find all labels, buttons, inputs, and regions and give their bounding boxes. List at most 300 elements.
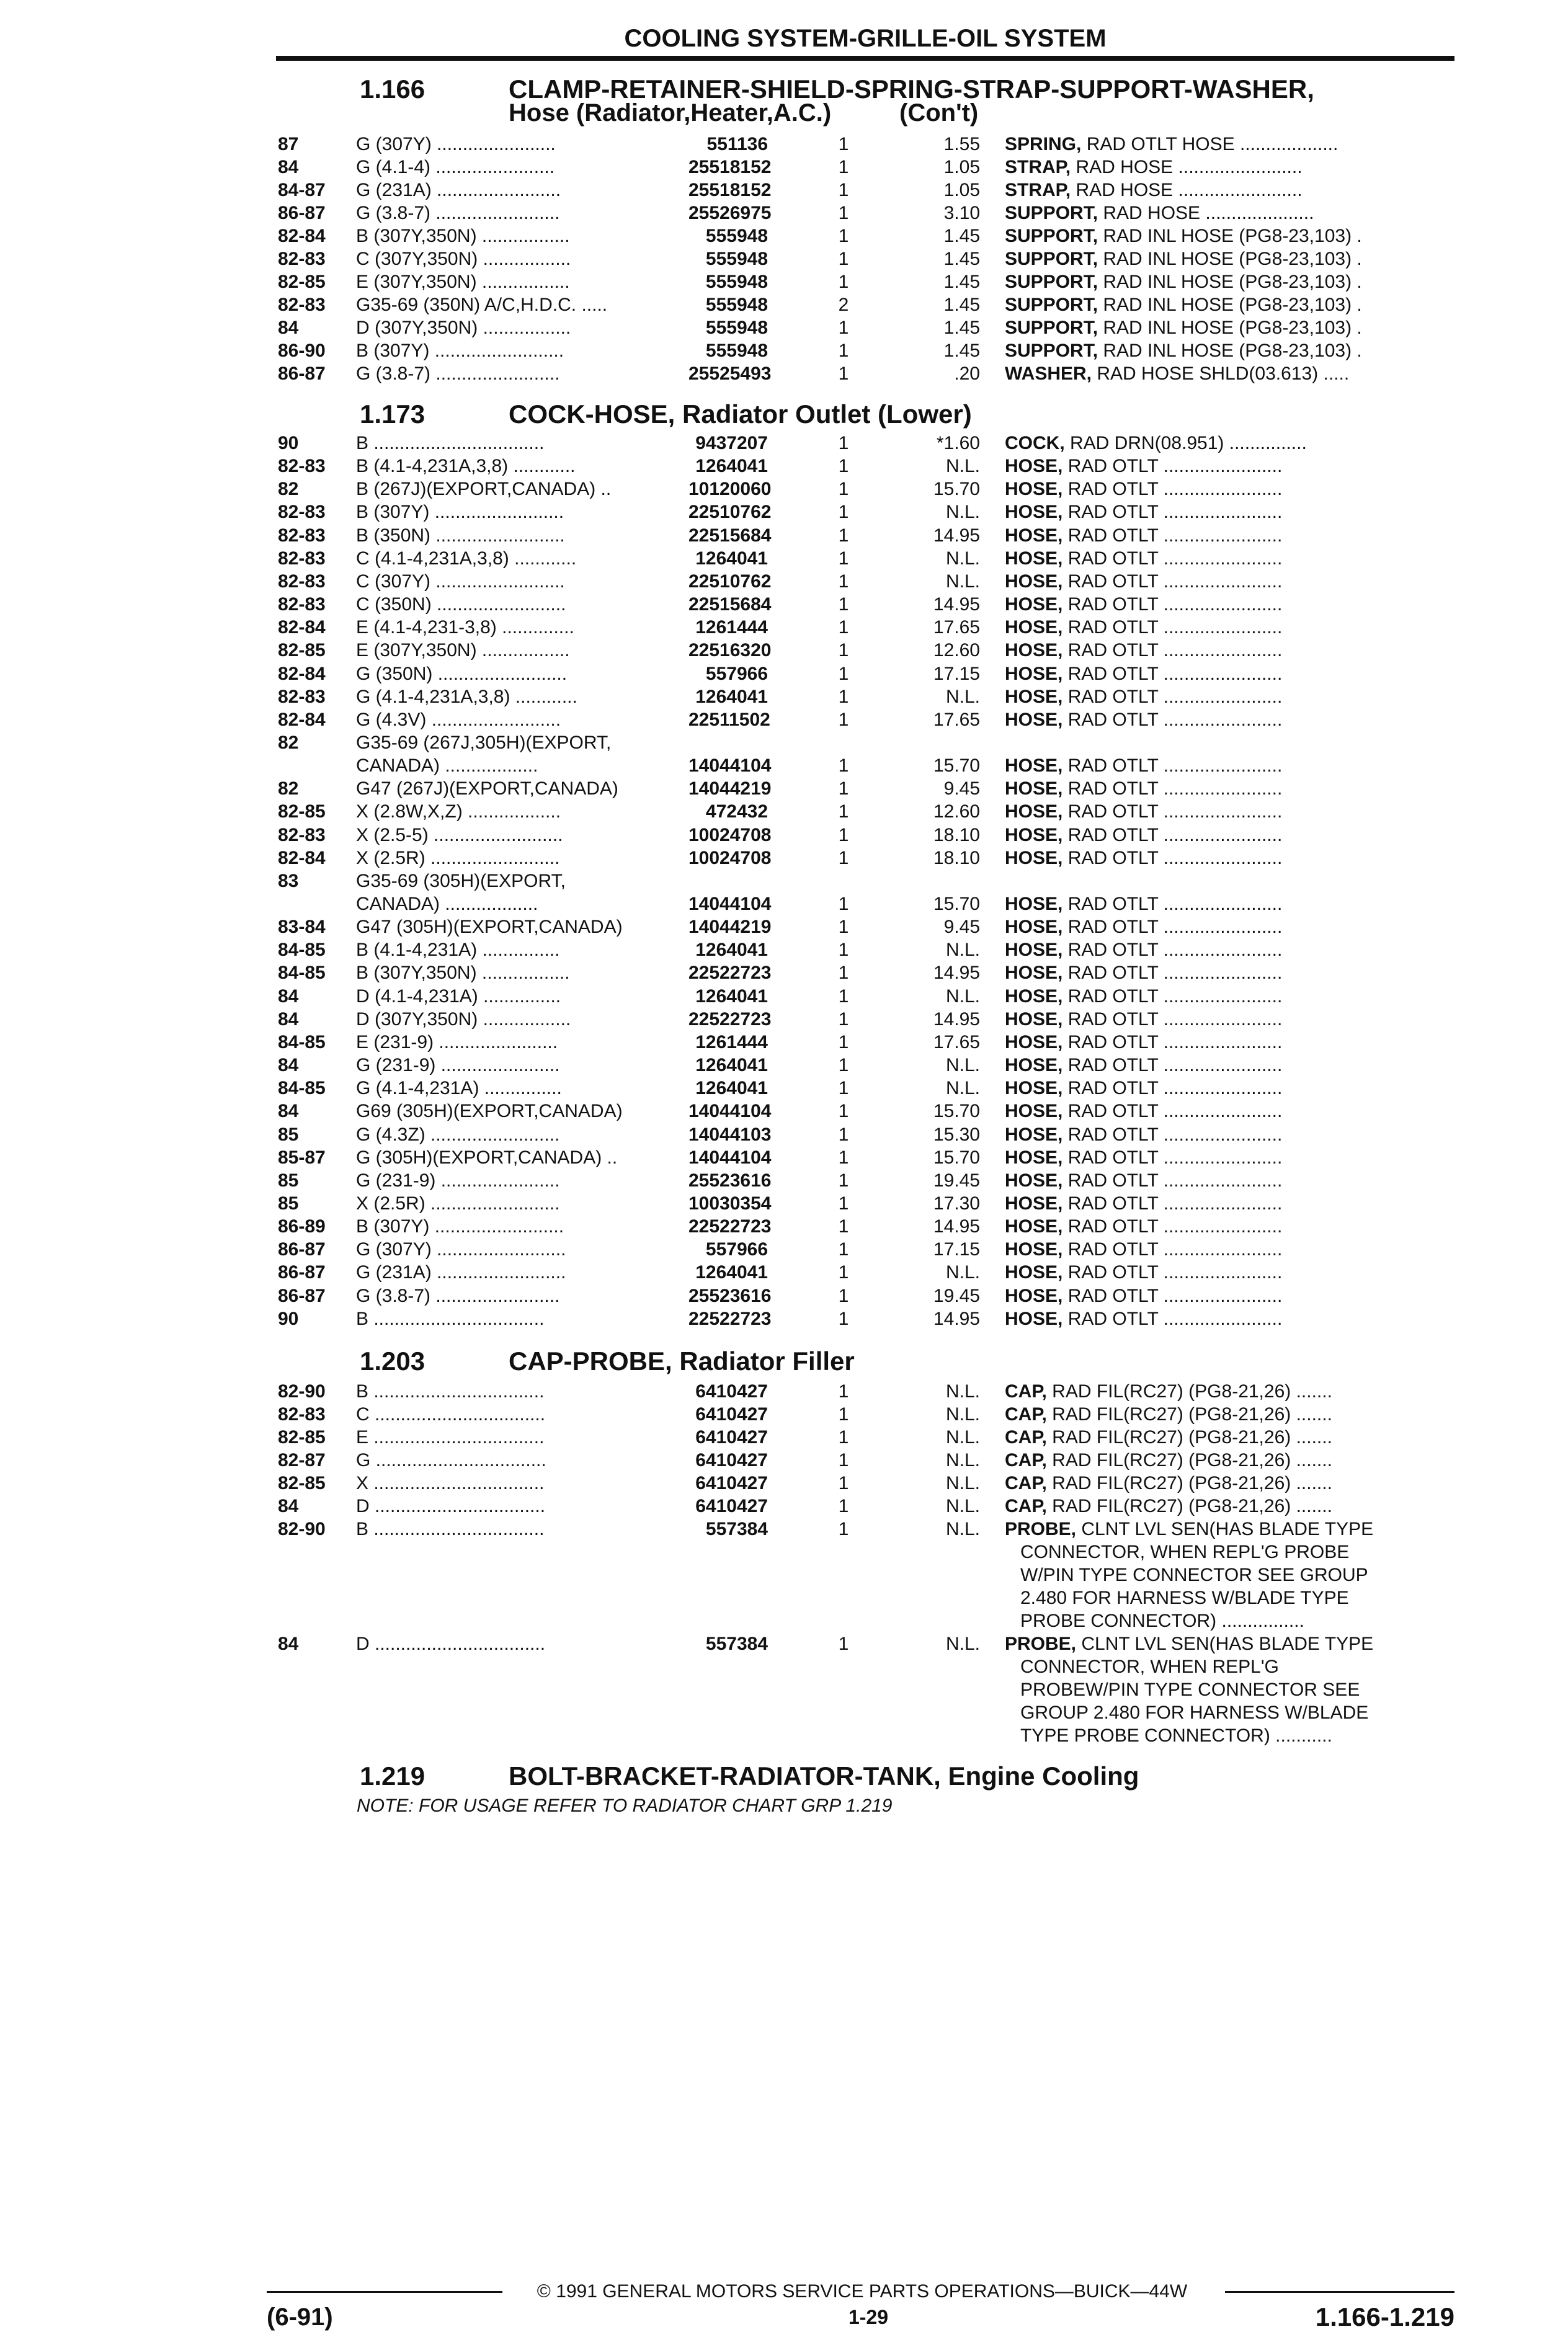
part-row — [0, 915, 1568, 938]
part-row — [0, 247, 1568, 270]
description — [1005, 708, 1451, 731]
application: B (307Y) ......................... — [356, 502, 564, 523]
price: 1.45 — [943, 340, 980, 361]
description — [1005, 1008, 1451, 1031]
description-text: RAD INL HOSE (PG8-23,103) . — [1098, 295, 1362, 315]
model-years: 82-83 — [278, 525, 326, 546]
description-text: RAD FIL(RC27) (PG8-21,26) ....... — [1046, 1404, 1332, 1425]
model-years: 82-83 — [278, 824, 326, 845]
section-title: BOLT-BRACKET-RADIATOR-TANK, Engine Cooling — [509, 1761, 1139, 1791]
price: 19.45 — [933, 1285, 980, 1306]
description — [1005, 547, 1451, 570]
probe-desc-cont: CONNECTOR, WHEN REPL'G PROBE — [1020, 1542, 1350, 1562]
quantity: 1 — [838, 1427, 849, 1448]
part-number: 6410427 — [695, 1427, 768, 1448]
quantity: 1 — [838, 1285, 849, 1306]
part-row — [0, 1031, 1568, 1054]
part-number: 6410427 — [695, 1450, 768, 1471]
application: G (3.8-7) ........................ — [356, 203, 560, 223]
application: G47 (267J)(EXPORT,CANADA) — [356, 778, 618, 799]
application: D (307Y,350N) ................. — [356, 318, 571, 338]
probe-desc-cont: CONNECTOR, WHEN REPL'G — [1020, 1657, 1279, 1677]
description-keyword: CAP, — [1005, 1450, 1047, 1471]
description-text: RAD OTLT ....................... — [1062, 617, 1283, 638]
description-keyword: HOSE, — [1005, 617, 1063, 638]
part-number: 22522723 — [688, 1216, 772, 1237]
price: N.L. — [945, 1519, 980, 1539]
description-keyword: HOSE, — [1005, 1147, 1063, 1168]
description — [1005, 1380, 1451, 1403]
description-keyword: STRAP, — [1005, 157, 1071, 177]
part-row — [0, 270, 1568, 293]
part-row — [0, 847, 1568, 870]
description-text: RAD OTLT ....................... — [1062, 663, 1283, 684]
price: .20 — [954, 363, 980, 384]
part-number: 22522723 — [688, 963, 772, 984]
description-text: RAD OTLT ....................... — [1062, 1285, 1283, 1306]
application: B (267J)(EXPORT,CANADA) .. — [356, 479, 612, 500]
quantity: 1 — [838, 1496, 849, 1516]
part-number: 22515684 — [688, 594, 772, 615]
quantity: 1 — [838, 203, 849, 223]
description-text: RAD OTLT ....................... — [1062, 755, 1283, 777]
part-row — [0, 754, 1568, 777]
description — [1005, 316, 1451, 339]
quantity: 1 — [838, 180, 849, 200]
part-number: 22511502 — [688, 709, 770, 730]
quantity: 1 — [838, 226, 849, 246]
description-keyword: HOSE, — [1005, 1031, 1063, 1053]
description — [1005, 847, 1451, 870]
part-row — [0, 225, 1568, 247]
quantity: 1 — [838, 801, 849, 822]
price: 14.95 — [933, 525, 980, 546]
model-years: 82-83 — [278, 686, 326, 707]
price: *1.60 — [936, 433, 980, 453]
model-years: 82-90 — [278, 1381, 326, 1402]
description — [1005, 1449, 1451, 1472]
description — [1005, 777, 1451, 800]
application: G (307Y) ......................... — [356, 1239, 566, 1260]
description-keyword: HOSE, — [1005, 594, 1063, 615]
part-number: 1264041 — [695, 1055, 768, 1076]
description — [1005, 1261, 1451, 1284]
price: 9.45 — [943, 917, 980, 938]
quantity: 1 — [838, 1404, 849, 1425]
price: 1.45 — [943, 272, 980, 292]
description-text: RAD OTLT ....................... — [1062, 940, 1283, 961]
price: N.L. — [945, 1427, 980, 1448]
description-keyword: HOSE, — [1005, 847, 1063, 868]
description — [1005, 1495, 1451, 1518]
description-keyword: HOSE, — [1005, 640, 1063, 661]
model-years: 82-85 — [278, 1473, 326, 1493]
quantity: 2 — [838, 295, 849, 315]
part-row — [0, 133, 1568, 156]
model-years: 82 — [278, 778, 299, 799]
price: 15.70 — [933, 1147, 980, 1168]
model-years: 82-83 — [278, 571, 326, 592]
part-row — [0, 1284, 1568, 1307]
description-text: RAD OTLT ....................... — [1062, 502, 1283, 523]
part-row — [0, 1403, 1568, 1426]
part-number: 555948 — [705, 226, 768, 246]
description-keyword: HOSE, — [1005, 1078, 1063, 1099]
model-years: 85 — [278, 1124, 299, 1145]
description — [1005, 662, 1451, 685]
description-text: RAD INL HOSE (PG8-23,103) . — [1098, 226, 1362, 246]
part-number: 1264041 — [695, 1262, 768, 1283]
part-row — [0, 179, 1568, 202]
description-text: RAD INL HOSE (PG8-23,103) . — [1098, 272, 1362, 292]
quantity: 1 — [838, 1262, 849, 1283]
description-keyword: SUPPORT, — [1005, 203, 1098, 223]
header-rule — [276, 56, 1454, 61]
price: N.L. — [945, 986, 980, 1007]
part-number: 10024708 — [688, 824, 772, 845]
description-text: RAD OTLT ....................... — [1062, 1055, 1283, 1076]
quantity: 1 — [838, 1381, 849, 1402]
application: G ................................. — [356, 1450, 546, 1471]
price: 17.65 — [933, 1031, 980, 1053]
price: 1.45 — [943, 249, 980, 269]
quantity: 1 — [838, 272, 849, 292]
model-years: 82-83 — [278, 548, 326, 569]
description-keyword: CAP, — [1005, 1473, 1047, 1493]
description — [1005, 1169, 1451, 1192]
part-number: 6410427 — [695, 1381, 768, 1402]
part-number: 555948 — [705, 318, 768, 338]
application: C (307Y,350N) ................. — [356, 249, 571, 269]
description-text: RAD OTLT ....................... — [1062, 986, 1283, 1007]
description-text: RAD OTLT ....................... — [1062, 1308, 1283, 1329]
quantity: 1 — [838, 1216, 849, 1237]
part-row — [0, 293, 1568, 316]
quantity: 1 — [838, 1055, 849, 1076]
model-years: 84-87 — [278, 180, 326, 200]
model-years: 84-85 — [278, 940, 326, 961]
model-years: 90 — [278, 1308, 299, 1329]
price: 17.15 — [933, 663, 980, 684]
probe-desc-cont: PROBE CONNECTOR) ................ — [1020, 1611, 1304, 1631]
description-keyword: SUPPORT, — [1005, 295, 1098, 315]
quantity: 1 — [838, 663, 849, 684]
part-number: 6410427 — [695, 1496, 768, 1516]
part-number: 25518152 — [688, 180, 772, 200]
application: B (4.1-4,231A,3,8) ............ — [356, 456, 576, 477]
description-keyword: HOSE, — [1005, 1285, 1063, 1306]
description — [1005, 478, 1451, 501]
part-row — [0, 1077, 1568, 1100]
description — [1005, 1077, 1451, 1100]
application: G35-69 (305H)(EXPORT, — [356, 870, 566, 891]
application: G (4.1-4,231A) ............... — [356, 1078, 562, 1099]
section-number: 1.219 — [360, 1761, 425, 1791]
description-keyword: CAP, — [1005, 1427, 1047, 1448]
probe-desc-cont: 2.480 FOR HARNESS W/BLADE TYPE — [1020, 1588, 1349, 1608]
description-keyword: HOSE, — [1005, 986, 1063, 1007]
description — [1005, 1031, 1451, 1054]
application: E (307Y,350N) ................. — [356, 640, 570, 661]
price: N.L. — [945, 456, 980, 477]
model-years: 82-84 — [278, 663, 326, 684]
description-text: RAD OTLT ....................... — [1062, 1031, 1283, 1053]
part-number: 10030354 — [688, 1193, 772, 1214]
quantity: 1 — [838, 986, 849, 1007]
footer-date-code: (6-91) — [267, 2303, 333, 2331]
application: B (350N) ......................... — [356, 525, 565, 546]
description — [1005, 247, 1451, 270]
description — [1005, 639, 1451, 662]
quantity: 1 — [838, 1170, 849, 1191]
price: 17.65 — [933, 617, 980, 638]
description — [1005, 133, 1451, 156]
model-years: 84 — [278, 157, 299, 177]
application: B (307Y,350N) ................. — [356, 963, 570, 984]
description — [1005, 179, 1451, 202]
part-row — [0, 1380, 1568, 1403]
price: 14.95 — [933, 1008, 980, 1030]
part-row — [0, 1518, 1568, 1541]
part-row — [0, 547, 1568, 570]
quantity: 1 — [838, 1101, 849, 1122]
quantity: 1 — [838, 1147, 849, 1168]
price: N.L. — [945, 1450, 980, 1471]
usage-note: NOTE: FOR USAGE REFER TO RADIATOR CHART GRP 1.219 — [357, 1796, 893, 1816]
description-text: RAD HOSE ..................... — [1098, 203, 1314, 223]
description — [1005, 616, 1451, 639]
model-years: 85-87 — [278, 1147, 326, 1168]
part-row — [0, 892, 1568, 915]
model-years: 84 — [278, 1101, 299, 1122]
quantity: 1 — [838, 1008, 849, 1030]
part-row — [0, 570, 1568, 593]
description-text: RAD OTLT ....................... — [1062, 1078, 1283, 1099]
application: D (4.1-4,231A) ............... — [356, 986, 561, 1007]
application: G69 (305H)(EXPORT,CANADA) — [356, 1101, 623, 1122]
description-text: RAD OTLT ....................... — [1062, 456, 1283, 477]
quantity: 1 — [838, 525, 849, 546]
application: B ................................. — [356, 1381, 545, 1402]
part-number: 25526975 — [688, 203, 772, 223]
description — [1005, 1192, 1451, 1215]
description-keyword: HOSE, — [1005, 1239, 1063, 1260]
price: N.L. — [945, 1262, 980, 1283]
description-text: RAD OTLT ....................... — [1062, 640, 1283, 661]
application: G (231A) ......................... — [356, 1262, 566, 1283]
part-row — [0, 339, 1568, 362]
price: N.L. — [945, 1496, 980, 1516]
quantity: 1 — [838, 1519, 849, 1539]
description-text: RAD OTLT ....................... — [1062, 1008, 1283, 1030]
quantity: 1 — [838, 571, 849, 592]
description-text: RAD OTLT ....................... — [1062, 1124, 1283, 1145]
description — [1005, 362, 1451, 385]
model-years: 86-87 — [278, 1239, 326, 1260]
description-keyword: HOSE, — [1005, 1193, 1063, 1214]
model-years: 84-85 — [278, 1078, 326, 1099]
description-text: RAD OTLT ....................... — [1062, 686, 1283, 707]
section-number: 1.203 — [360, 1346, 425, 1376]
price: N.L. — [945, 1055, 980, 1076]
part-number: 555948 — [705, 295, 768, 315]
footer-rule-left — [267, 2291, 502, 2293]
application: G35-69 (350N) A/C,H.D.C. ..... — [356, 295, 608, 315]
part-number: 22515684 — [688, 525, 772, 546]
application: G (350N) ......................... — [356, 663, 568, 684]
application: C (307Y) ......................... — [356, 571, 565, 592]
part-row — [0, 639, 1568, 662]
model-years: 82-83 — [278, 249, 326, 269]
application: G (4.1-4) ....................... — [356, 157, 555, 177]
quantity: 1 — [838, 1308, 849, 1329]
description — [1005, 800, 1451, 823]
model-years: 86-87 — [278, 363, 326, 384]
price: N.L. — [945, 1381, 980, 1402]
price: 9.45 — [943, 778, 980, 799]
part-number: 22516320 — [688, 640, 772, 661]
model-years: 84 — [278, 1496, 299, 1516]
part-row — [0, 708, 1568, 731]
description-keyword: HOSE, — [1005, 548, 1063, 569]
quantity: 1 — [838, 1450, 849, 1471]
description-text: RAD OTLT ....................... — [1062, 917, 1283, 938]
quantity: 1 — [838, 433, 849, 453]
part-number: 6410427 — [695, 1473, 768, 1493]
model-years: 84-85 — [278, 1031, 326, 1053]
section-title: COCK-HOSE, Radiator Outlet (Lower) — [509, 399, 972, 429]
part-row — [0, 1449, 1568, 1472]
description-text: RAD HOSE SHLD(03.613) ..... — [1092, 363, 1350, 384]
application: D (307Y,350N) ................. — [356, 1008, 571, 1030]
description-text: RAD OTLT ....................... — [1062, 479, 1283, 500]
description-text: RAD FIL(RC27) (PG8-21,26) ....... — [1046, 1450, 1332, 1471]
model-years: 82-85 — [278, 272, 326, 292]
description-text: RAD OTLT ....................... — [1062, 963, 1283, 984]
description — [1005, 501, 1451, 523]
price: 12.60 — [933, 801, 980, 822]
application: B ................................. — [356, 1308, 545, 1329]
model-years: 84 — [278, 1055, 299, 1076]
application: E (4.1-4,231-3,8) .............. — [356, 617, 574, 638]
quantity: 1 — [838, 709, 849, 730]
description-text: CLNT LVL SEN(HAS BLADE TYPE — [1076, 1634, 1374, 1654]
part-row — [0, 1472, 1568, 1495]
part-row — [0, 362, 1568, 385]
description-keyword: HOSE, — [1005, 778, 1063, 799]
footer-page-number: 1-29 — [848, 2306, 889, 2328]
application: C (4.1-4,231A,3,8) ............ — [356, 548, 577, 569]
part-row — [0, 616, 1568, 639]
application: G (3.8-7) ........................ — [356, 363, 560, 384]
application: G (231A) ........................ — [356, 180, 561, 200]
quantity: 1 — [838, 894, 849, 914]
quantity: 1 — [838, 157, 849, 177]
model-years: 82-84 — [278, 847, 326, 868]
part-number: 14044219 — [688, 917, 772, 938]
price: N.L. — [945, 1078, 980, 1099]
description-keyword: SPRING, — [1005, 134, 1082, 154]
description — [1005, 524, 1451, 547]
quantity: 1 — [838, 847, 849, 868]
part-number: 1261444 — [695, 617, 768, 638]
part-number: 14044104 — [688, 894, 772, 914]
price: 17.65 — [933, 709, 980, 730]
part-number: 14044104 — [688, 755, 772, 777]
description-keyword: HOSE, — [1005, 663, 1063, 684]
model-years: 82-90 — [278, 1519, 326, 1539]
description-text: RAD HOSE ........................ — [1071, 157, 1303, 177]
application: X (2.5R) ......................... — [356, 847, 560, 868]
part-number: 1264041 — [695, 686, 768, 707]
description-keyword: SUPPORT, — [1005, 272, 1098, 292]
part-number: 1264041 — [695, 986, 768, 1007]
description-keyword: CAP, — [1005, 1404, 1047, 1425]
price: 18.10 — [933, 824, 980, 845]
section-cont: (Con't) — [899, 99, 979, 127]
price: 17.30 — [933, 1193, 980, 1214]
part-row — [0, 1238, 1568, 1261]
section-title: CAP-PROBE, Radiator Filler — [509, 1346, 855, 1376]
model-years: 82-85 — [278, 801, 326, 822]
part-number: 472432 — [705, 801, 768, 822]
description-keyword: HOSE, — [1005, 686, 1063, 707]
description-keyword: HOSE, — [1005, 1101, 1063, 1122]
part-row — [0, 455, 1568, 478]
description-text: RAD OTLT ....................... — [1062, 1101, 1283, 1122]
price: 1.55 — [943, 134, 980, 154]
description-keyword: CAP, — [1005, 1381, 1047, 1402]
quantity: 1 — [838, 249, 849, 269]
part-row — [0, 1632, 1568, 1655]
description-text: RAD OTLT ....................... — [1062, 1262, 1283, 1283]
part-number: 25525493 — [688, 363, 772, 384]
part-number: 14044104 — [688, 1147, 772, 1168]
description — [1005, 1426, 1451, 1449]
part-row — [0, 824, 1568, 847]
description — [1005, 1146, 1451, 1169]
model-years: 83-84 — [278, 917, 326, 938]
model-years: 82-84 — [278, 617, 326, 638]
model-years: 85 — [278, 1170, 299, 1191]
application: CANADA) .................. — [356, 894, 538, 914]
part-row — [0, 1307, 1568, 1330]
description-keyword: SUPPORT, — [1005, 226, 1098, 246]
price: 1.05 — [943, 157, 980, 177]
description — [1005, 1403, 1451, 1426]
application: G (231-9) ....................... — [356, 1055, 560, 1076]
quantity: 1 — [838, 1124, 849, 1145]
quantity: 1 — [838, 1193, 849, 1214]
description-keyword: HOSE, — [1005, 525, 1063, 546]
application: B ................................. — [356, 433, 545, 453]
description — [1005, 570, 1451, 593]
application: G47 (305H)(EXPORT,CANADA) — [356, 917, 623, 938]
part-row — [0, 1169, 1568, 1192]
description-text: RAD HOSE ........................ — [1071, 180, 1303, 200]
application: D ................................. — [356, 1496, 546, 1516]
price: 1.05 — [943, 180, 980, 200]
part-number: 25523616 — [688, 1285, 772, 1306]
description — [1005, 455, 1451, 478]
probe-desc-cont: GROUP 2.480 FOR HARNESS W/BLADE — [1020, 1702, 1369, 1723]
description-text: RAD OTLT ....................... — [1062, 801, 1283, 822]
description-keyword: SUPPORT, — [1005, 340, 1098, 361]
description — [1005, 432, 1451, 455]
description-text: RAD OTLT ....................... — [1062, 894, 1283, 914]
price: N.L. — [945, 571, 980, 592]
description-text: RAD INL HOSE (PG8-23,103) . — [1098, 318, 1362, 338]
